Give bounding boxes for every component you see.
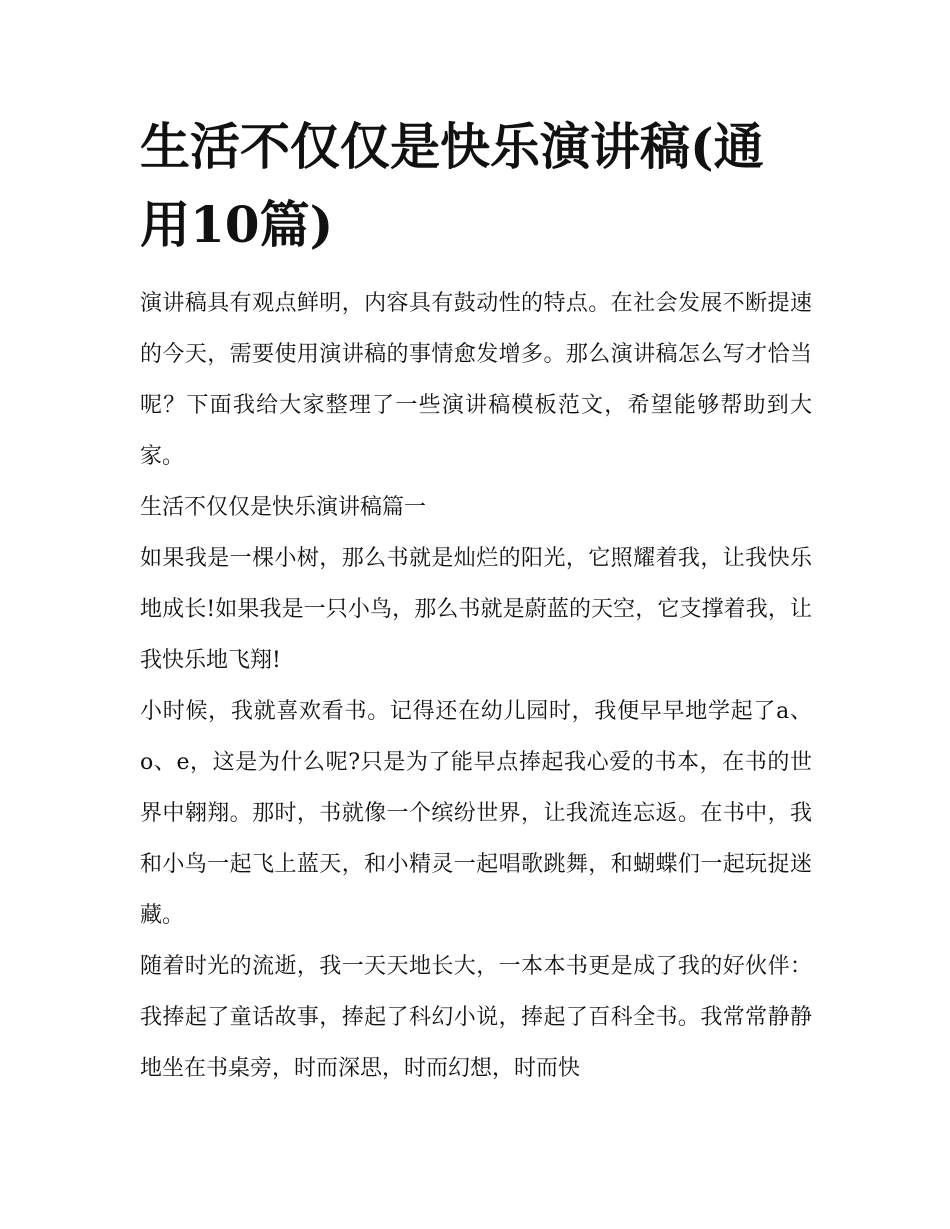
document-page bbox=[140, 108, 812, 1094]
body-paragraph-1: 如果我是一棵小树，那么书就是灿烂的阳光，它照耀着我，让我快乐地成长!如果我是一只小鸟，那么书就是蔚蓝的天空，它支撑着我，让我快乐地飞翔! bbox=[140, 546, 812, 673]
document-title: 生活不仅仅是快乐演讲稿(通用10篇) bbox=[140, 117, 764, 254]
body-paragraph-3: 随着时光的流逝，我一天天地长大，一本本书更是成了我的好伙伴：我捧起了童话故事，捧起了科幻小说，捧起了百科全书。我常常静静地坐在书桌旁，时而深思，时而幻想，时而快 bbox=[140, 954, 812, 1081]
body-paragraph-2: 小时候，我就喜欢看书。记得还在幼儿园时，我便早早地学起了a、o、e，这是为什么呢?只是为了能早点捧起我心爱的书本，在书的世界中翱翔。那时，书就像一个缤纷世界，让我流连忘返。在书中，我和小鸟一起飞上蓝天，和小精灵一起唱歌跳舞，和蝴蝶们一起玩捉迷藏。 bbox=[140, 699, 812, 928]
section-heading: 生活不仅仅是快乐演讲稿篇一 bbox=[140, 495, 427, 520]
intro-paragraph: 演讲稿具有观点鲜明，内容具有鼓动性的特点。在社会发展不断提速的今天，需要使用演讲稿的事情愈发增多。那么演讲稿怎么写才恰当呢？下面我给大家整理了一些演讲稿模板范文，希望能够帮助到大家。 bbox=[140, 291, 812, 469]
